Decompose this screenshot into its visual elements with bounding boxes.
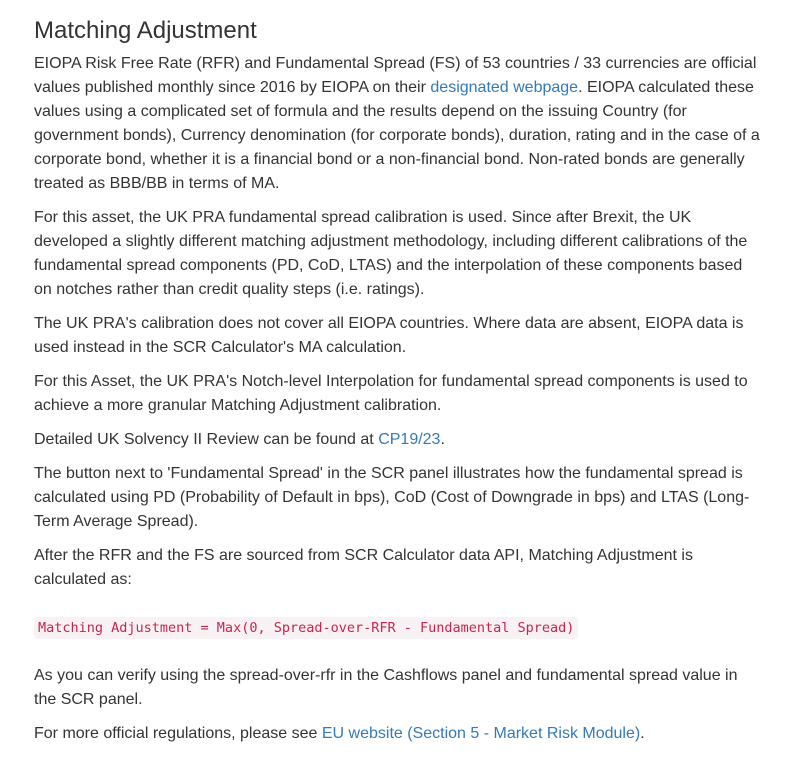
cp19-23-link[interactable]: CP19/23 <box>378 431 441 448</box>
paragraph-fs-button: The button next to 'Fundamental Spread' in the SCR panel illustrates how the fundamental spread is calculated using PD (Probability of Default in bps), CoD (Cost of Downgrade in bps) and LTAS (Long-Term Average Spread). <box>34 465 750 530</box>
paragraph-text: . <box>440 431 445 448</box>
section-title: Matching Adjustment <box>34 17 257 44</box>
paragraph-uk-review <box>34 428 764 452</box>
eu-website-link[interactable]: EU website (Section 5 - Market Risk Module) <box>321 725 641 742</box>
paragraph-official-regulations <box>34 722 764 746</box>
paragraph-notch-interpolation: For this Asset, the UK PRA's Notch-level Interpolation for fundamental spread components is used to achieve a more granular Matching Adjustment calibration. <box>34 373 748 414</box>
formula-block <box>34 616 764 640</box>
paragraph-text: . <box>640 725 645 742</box>
paragraph-uk-pra-calibration: For this asset, the UK PRA fundamental spread calibration is used. Since after Brexit, the UK developed a slightly different matching adjustment methodology, including different calibrations of the fundamental spread components (PD, CoD, LTAS) and the interpolation of these components based on notches rather than credit quality steps (i.e. ratings). <box>34 209 748 298</box>
paragraph-pra-coverage: The UK PRA's calibration does not cover all EIOPA countries. Where data are absent, EIOPA data is used instead in the SCR Calculator's MA calculation. <box>34 315 744 356</box>
paragraph-eiopa-rfr <box>34 52 764 196</box>
designated-webpage-link[interactable]: designated webpage <box>430 79 579 96</box>
matching-adjustment-formula: Matching Adjustment = Max(0, Spread-over-RFR - Fundamental Spread) <box>34 617 578 639</box>
paragraph-text: EIOPA Risk Free Rate (RFR) and Fundamental Spread (FS) of 53 countries / 33 currencies are official values published monthly since 2016 by EIOPA on their <box>34 55 757 96</box>
matching-adjustment-section <box>34 14 764 756</box>
paragraph-ma-calculation: After the RFR and the FS are sourced from SCR Calculator data API, Matching Adjustment is calculated as: <box>34 547 693 588</box>
paragraph-text: Detailed UK Solvency II Review can be found at <box>34 431 379 448</box>
paragraph-text: For more official regulations, please see <box>34 725 322 742</box>
paragraph-text: . EIOPA calculated these values using a complicated set of formula and the results depend on the issuing Country (for government bonds), Currency denomination (for corporate bonds), duration, rating and in the case of a corporate bond, whether it is a financial bond or a non-financial bond. Non-rated bonds are generally treated as BBB/BB in terms of MA. <box>34 79 760 192</box>
paragraph-verify: As you can verify using the spread-over-rfr in the Cashflows panel and fundamental spread value in the SCR panel. <box>34 667 738 708</box>
